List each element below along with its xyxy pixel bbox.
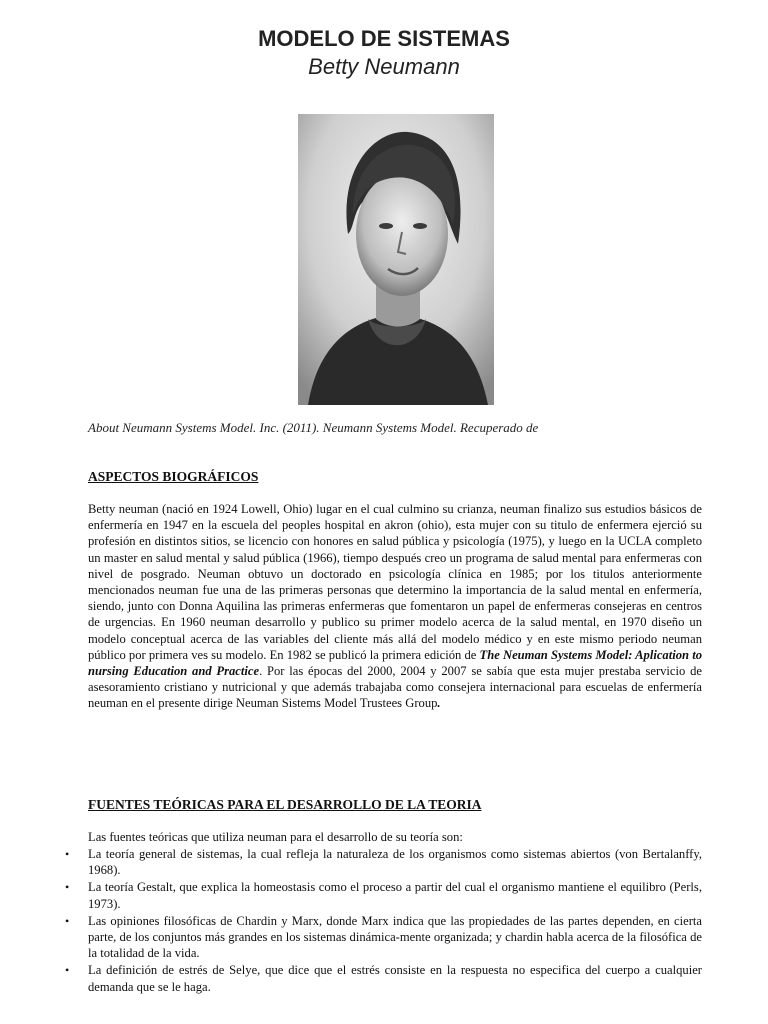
biography-text-part-1: Betty neuman (nació en 1924 Lowell, Ohio) lugar en el cual culmino su crianza, neuman finalizo sus estudios básicos de enfermería en 1947 en la escuela del peoples hospital en akron (ohio), esta mujer con su titulo de enfermera ejerció su profesión en distintos sitios, se licencio con honores en salud pública y psicología (1975), y luego en la UCLA completo un master en salud mental y salud pública (1966), tiempo después creo un programa de salud mental para enfermeras con nivel de posgrado. Neuman obtuvo un doctorado en psicología clínica en 1985; por los titulos anteriormente mencionados neuman fue una de las primeras personas que determino la importancia de la salud mental en enfermería, siendo, junto con Donna Aquilina las primeras enfermeras que fomentaron un papel de enfermeras consejeras en centros de urgencias. En 1960 neuman desarrollo y publico su primer modelo acerca de la salud mental, en 1970 diseño un modelo conceptual acerca de las variables del cliente más allá del modelo médico y en este mismo periodo neuman público por primera ves su modelo. En 1982 se publicó la primera edición de (88, 502, 702, 662)
bullet-icon: • (65, 880, 70, 895)
portrait-photo (298, 114, 494, 405)
photo-caption: About Neumann Systems Model. Inc. (2011). Neumann Systems Model. Recuperado de (88, 420, 539, 435)
bullet-icon: • (65, 913, 70, 928)
list-item (65, 913, 702, 962)
portrait-photo-icon (298, 114, 494, 405)
list-item (65, 962, 702, 994)
list-item-text: La teoría general de sistemas, la cual refleja la naturaleza de los organismos como sistemas abiertos (von Bertalanffy, 1968). (88, 847, 702, 878)
book-title: The Neuman Systems Model: Aplication to nursing Education and Practice (88, 647, 702, 679)
biography-text-end: . (437, 696, 441, 711)
list-item (65, 846, 702, 878)
biography-text-part-2: . Por las épocas del 2000, 2004 y 2007 se sabía que esta mujer prestaba servicio de asesoramiento cristiano y nutricional y que además trabajaba como consejera internacional para escuelas de enfermería neuman en el presente dirige Neuman Sistems Model Trustees Group (88, 664, 702, 711)
fuentes-list (65, 846, 702, 996)
biography-paragraph (88, 501, 702, 712)
list-item-text: La teoría Gestalt, que explica la homeostasis como el proceso a partir del cual el organismo mantiene el equilibro (Perls, 1973). (88, 880, 702, 911)
list-item-text: Las opiniones filosóficas de Chardin y Marx, donde Marx indica que las propiedades de las partes dependen, en cierta parte, de los conjuntos más grandes en los sistemas dinámica-mente organizada; y chardin habla acerca de la filosófica de la totalidad de la vida. (88, 913, 702, 961)
section-heading-biografia: ASPECTOS BIOGRÁFICOS (88, 469, 259, 484)
bullet-icon: • (65, 847, 70, 861)
list-item (65, 879, 702, 911)
section-heading-fuentes: FUENTES TEÓRICAS PARA EL DESARROLLO DE LA TEORIA (88, 797, 482, 812)
document-author: Betty Neumann (308, 54, 460, 79)
fuentes-intro: Las fuentes teóricas que utiliza neuman para el desarrollo de su teoría son: (88, 830, 463, 844)
document-title: MODELO DE SISTEMAS (258, 26, 510, 51)
list-item-text: La definición de estrés de Selye, que dice que el estrés consiste en la respuesta no especifica del cuerpo a cualquier demanda que se le haga. (88, 963, 702, 994)
bullet-icon: • (65, 963, 70, 978)
